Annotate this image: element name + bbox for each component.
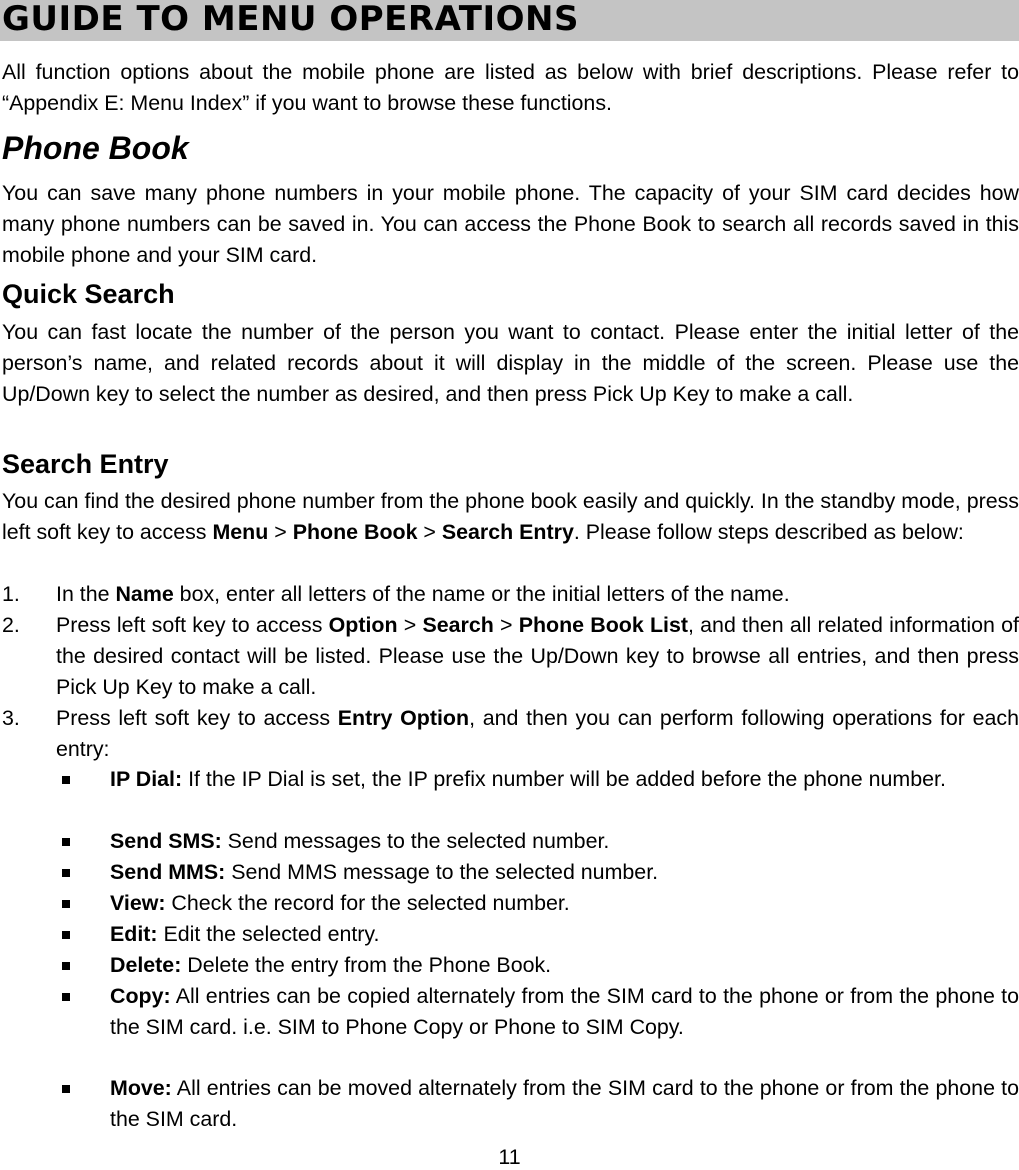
option-label: View: <box>110 891 166 915</box>
option-description: Delete the entry from the Phone Book. <box>181 953 552 977</box>
square-bullet-icon <box>62 1085 70 1093</box>
option-description: All entries can be moved alternately from the SIM card to the phone or from the phone to the SIM card. <box>110 1076 1019 1131</box>
option-description: Edit the selected entry. <box>157 922 380 946</box>
phone-book-paragraph: You can save many phone numbers in your mobile phone. The capacity of your SIM card decides how many phone numbers can be saved in. You can access the Phone Book to search all records saved in this mobile phone and your SIM card. <box>2 181 1019 267</box>
step-number: 2. <box>2 613 20 637</box>
search-term: Search <box>422 613 494 637</box>
path-separator: > <box>268 520 293 544</box>
option-label: IP Dial: <box>110 767 183 791</box>
step-number: 3. <box>2 706 20 730</box>
path-separator: > <box>417 520 442 544</box>
step-text-pre: Press left soft key to access <box>56 613 329 637</box>
square-bullet-icon <box>62 776 70 784</box>
option-ip-dial <box>110 764 1019 795</box>
search-entry-intro <box>2 486 1019 548</box>
search-entry-term: Search Entry <box>441 520 574 544</box>
quick-search-paragraph: You can fast locate the number of the person you want to contact. Please enter the initial letter of the person’s name, and related records about it will display in the middle of the screen. Please use the Up/Down key to select the number as desired, and then press Pick Up Key to make a call. <box>2 320 1019 406</box>
option-label: Send MMS: <box>110 860 226 884</box>
intro-paragraph: All function options about the mobile phone are listed as below with brief descriptions. Please refer to “Appendix E: Menu Index” if you want to browse these functions. <box>2 60 1019 115</box>
option-description: All entries can be copied alternately from the SIM card to the phone or from the phone to the SIM card. i.e. SIM to Phone Copy or Phone to SIM Copy. <box>110 984 1019 1039</box>
step-text-post: , and then you can perform following operations for each entry: <box>56 706 1019 761</box>
option-term: Option <box>328 613 398 637</box>
option-label: Send SMS: <box>110 829 222 853</box>
option-description: Check the record for the selected number. <box>165 891 570 915</box>
option-delete <box>110 950 1019 981</box>
square-bullet-icon <box>62 931 70 939</box>
option-edit <box>110 919 1019 950</box>
step-text-pre: In the <box>56 582 116 606</box>
square-bullet-icon <box>62 869 70 877</box>
page-title: GUIDE TO MENU OPERATIONS <box>2 0 579 39</box>
square-bullet-icon <box>62 900 70 908</box>
path-separator: > <box>397 613 423 637</box>
page-number: 11 <box>498 1145 521 1169</box>
phone-book-list-term: Phone Book List <box>518 613 688 637</box>
step-text-post: box, enter all letters of the name or the initial letters of the name. <box>173 582 790 606</box>
option-label: Copy: <box>110 984 171 1008</box>
section-banner <box>0 0 1019 41</box>
step-2-text <box>56 610 1019 703</box>
entry-option-term: Entry Option <box>337 706 470 730</box>
option-copy <box>110 981 1019 1043</box>
square-bullet-icon <box>62 993 70 1001</box>
step-text-post: , and then all related information of the desired contact will be listed. Please use the Up/Down key to browse all entries, and then press Pick Up Key to make a call. <box>56 613 1019 699</box>
option-view <box>110 888 1019 919</box>
option-description: If the IP Dial is set, the IP prefix number will be added before the phone number. <box>182 767 946 791</box>
path-separator: > <box>493 613 519 637</box>
option-description: Send messages to the selected number. <box>221 829 610 853</box>
step-3-text <box>56 703 1019 765</box>
step-1-text <box>56 579 1019 610</box>
square-bullet-icon <box>62 838 70 846</box>
option-move <box>110 1073 1019 1135</box>
square-bullet-icon <box>62 962 70 970</box>
search-entry-heading: Search Entry <box>2 449 169 479</box>
step-number: 1. <box>2 582 20 606</box>
intro-text-pre: You can find the desired phone number from the phone book easily and quickly. In the standby mode, press left soft key to access <box>2 489 1019 544</box>
name-term: Name <box>115 582 174 606</box>
phone-book-heading: Phone Book <box>2 130 189 166</box>
option-description: Send MMS message to the selected number. <box>225 860 659 884</box>
option-label: Delete: <box>110 953 182 977</box>
quick-search-heading: Quick Search <box>2 279 175 309</box>
step-text-pre: Press left soft key to access <box>56 706 338 730</box>
option-label: Edit: <box>110 922 158 946</box>
intro-text-post: . Please follow steps described as below: <box>573 520 964 544</box>
option-send-mms <box>110 857 1019 888</box>
phone-book-term: Phone Book <box>292 520 418 544</box>
option-send-sms <box>110 826 1019 857</box>
option-label: Move: <box>110 1076 172 1100</box>
menu-term: Menu <box>212 520 269 544</box>
